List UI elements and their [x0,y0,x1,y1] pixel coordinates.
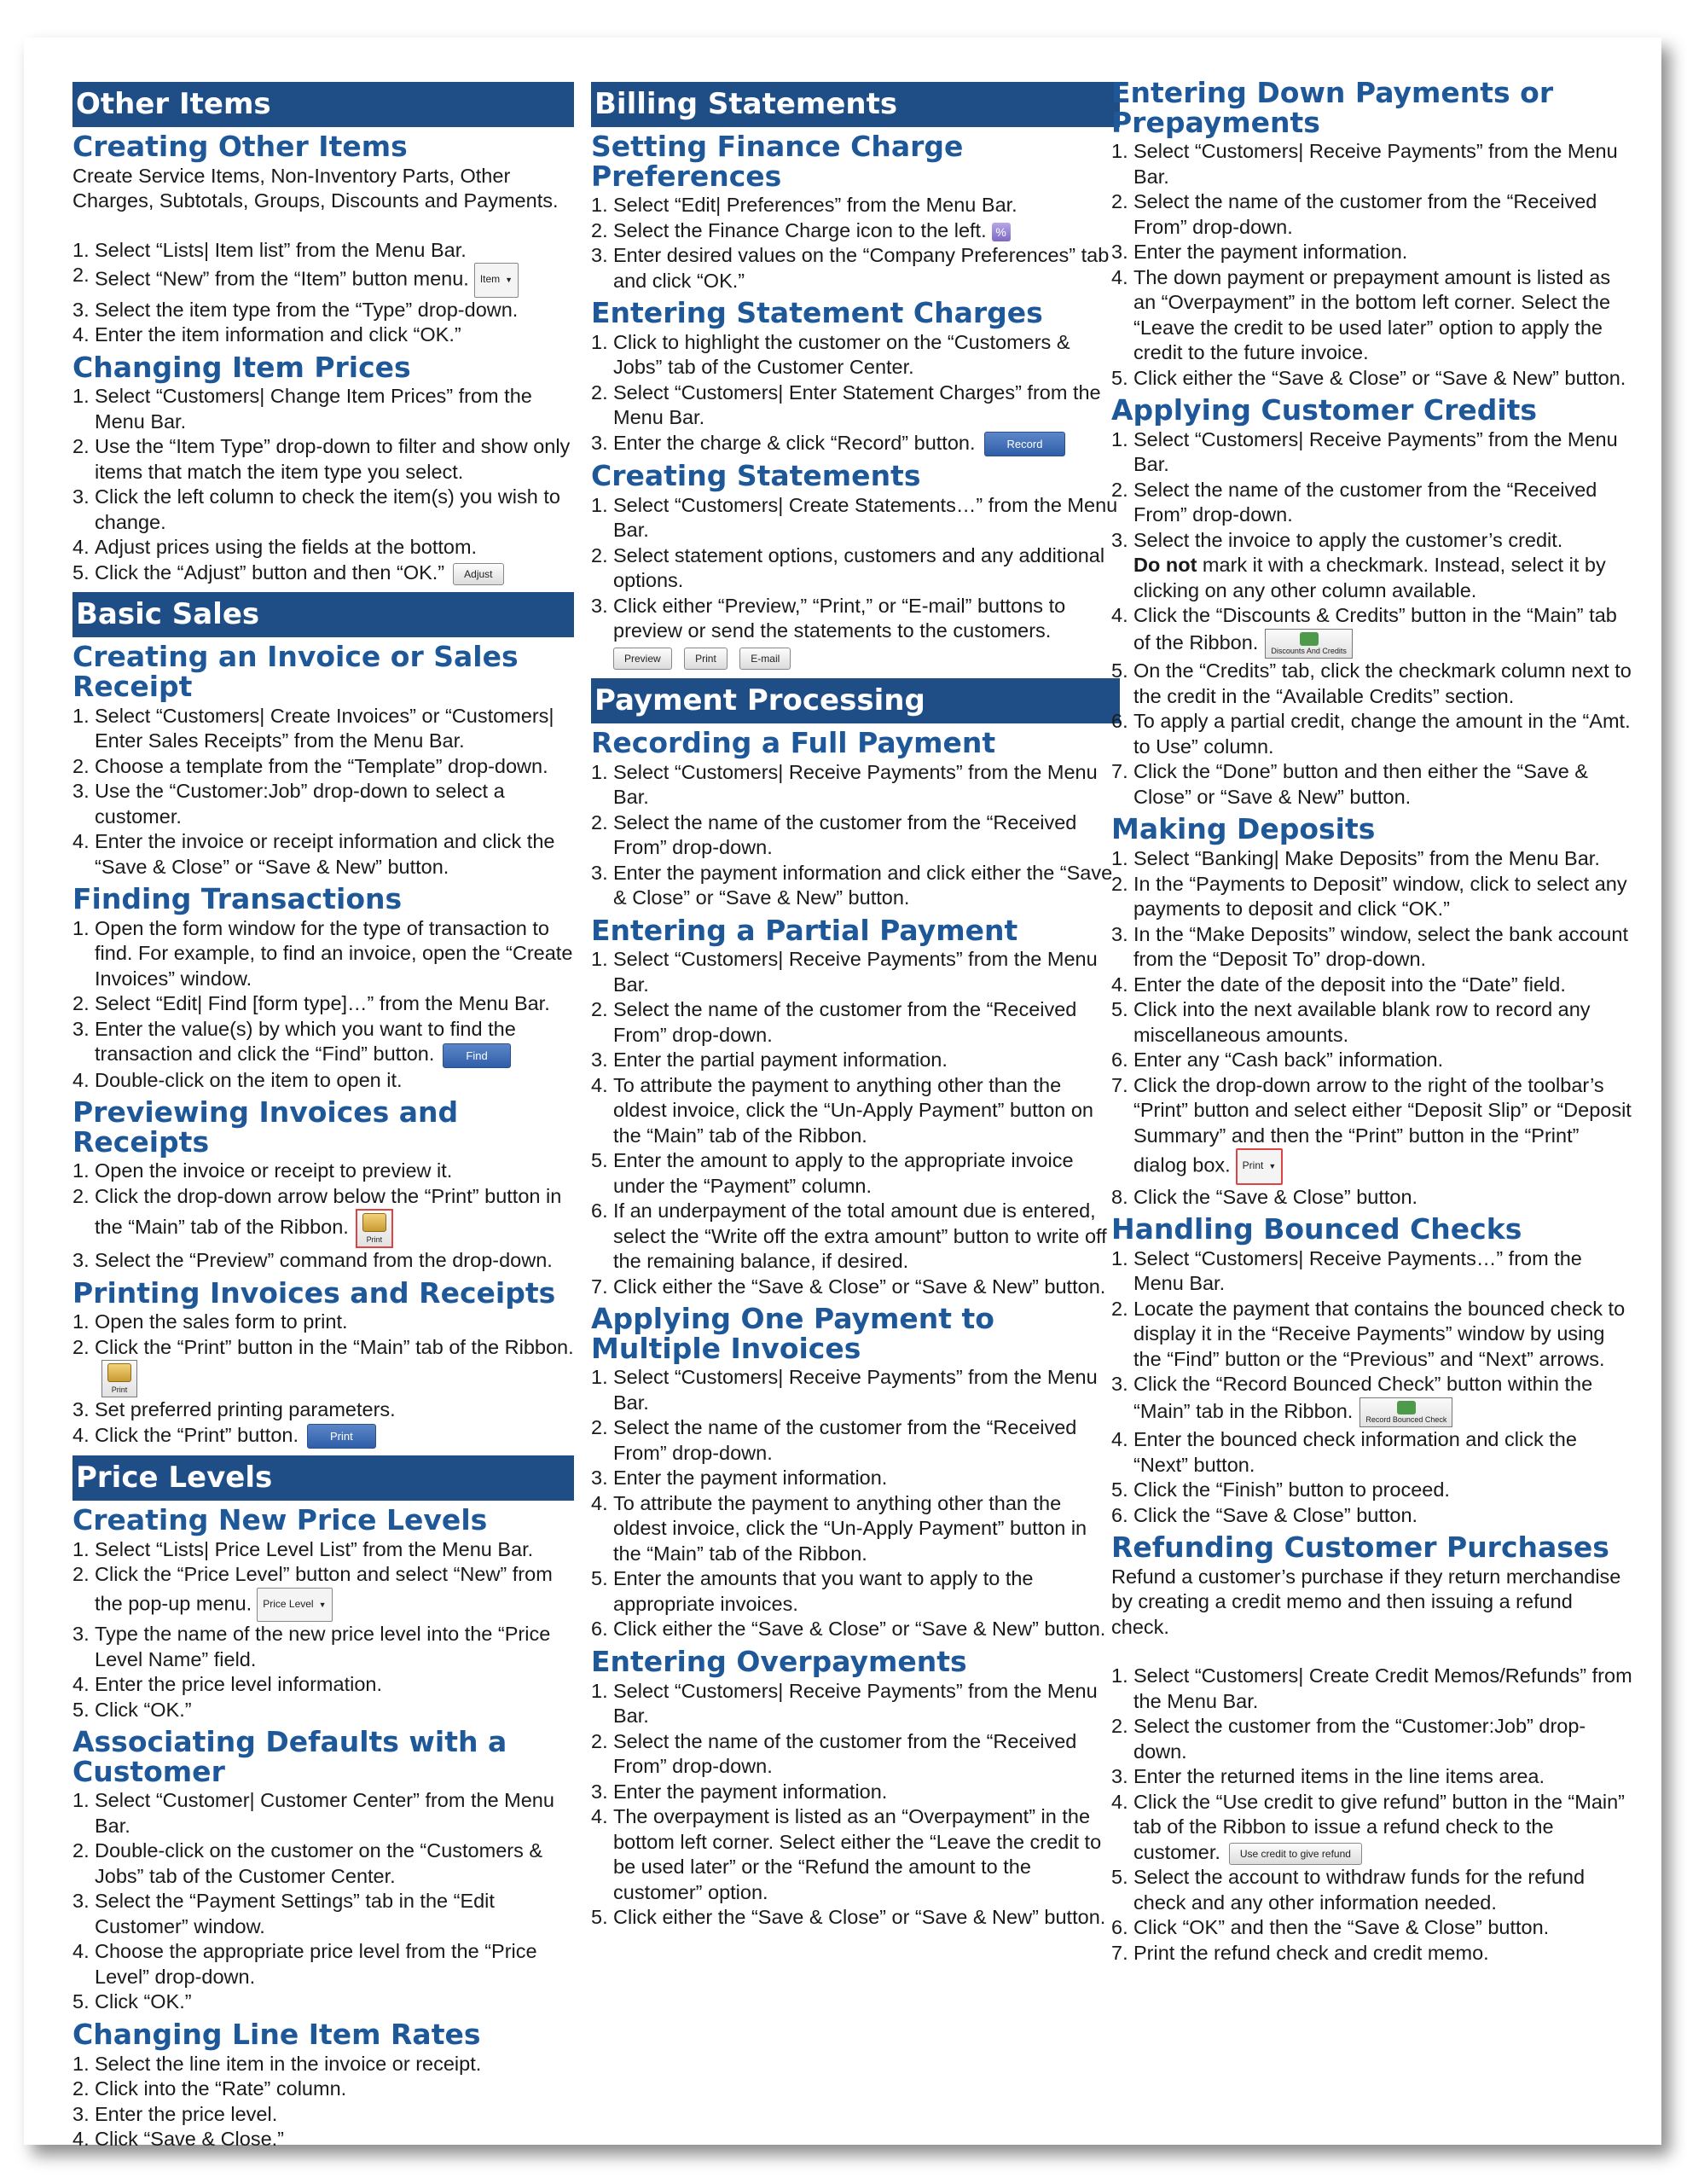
section-banner-basic-sales: Basic Sales [72,592,574,637]
reference-sheet [24,38,1661,2151]
list-item: Click the drop-down arrow below the “Print” button in the “Main” tab of the Ribbon. Print [72,1184,574,1248]
list-item: Select the “Preview” command from the drop-down. [95,1249,553,1272]
steps-creating-invoice [72,704,574,880]
list-item: Select “Lists| Item list” from the Menu Bar. [95,238,467,261]
preview-button: Preview [613,648,672,670]
heading-recording-full-payment: Recording a Full Payment [591,725,996,759]
steps-previewing-invoices [72,1159,574,1273]
steps-entering-partial-payment [591,947,1120,1299]
print-icon: Print [356,1209,393,1248]
list-item: Click into the next available blank row to record any miscellaneous amounts. [1133,998,1591,1046]
list-item: Open the form window for the type of transaction to find. For example, to find an invoice, open the “Create Invoices” window. [95,916,573,990]
list-item: Click either the “Save & Close” or “Save & New” button. [613,1275,1106,1298]
list-item: Select “Customers| Create Statements…” from the Menu Bar. [613,493,1118,542]
steps-associating-defaults [72,1788,574,2015]
steps-making-deposits [1111,846,1636,1210]
list-item: Select the account to withdraw funds for the refund check and any other information needed. [1133,1866,1586,1914]
section-banner-payment-processing: Payment Processing [591,678,1120,723]
chevron-down-icon: ▼ [1268,1162,1277,1170]
column-2 [591,82,1120,1934]
list-item: Select statement options, customers and any additional options. [613,543,1105,592]
heading-applying-customer-credits: Applying Customer Credits [1111,393,1538,427]
credit-graphic-icon [1300,632,1319,646]
section-banner-billing-statements: Billing Statements [591,82,1120,127]
list-item: Enter the invoice or receipt information and click the “Save & Close” or “Save & New” button. [95,830,555,878]
list-item: In the “Make Deposits” window, select the bank account from the “Deposit To” drop-down. [1133,922,1628,970]
heading-entering-overpayments: Entering Overpayments [591,1644,967,1678]
list-item: Type the name of the new price level into the “Price Level Name” field. [95,1623,551,1670]
list-item: Enter the value(s) by which you want to find the transaction and click the “Find” button. Find [72,1017,574,1068]
list-item: Select “Customers| Create Credit Memos/Refunds” from the Menu Bar. [1133,1664,1632,1712]
heading-creating-statements: Creating Statements [591,459,921,493]
intro-refunding: Refund a customer’s purchase if they return merchandise by creating a credit memo and then issuing a refund check. [1111,1565,1621,1638]
print-dropdown-button: Print ▼ [1236,1148,1284,1185]
list-item: Click the “Print” button. Print [72,1423,574,1449]
list-item: Click to highlight the customer on the “Customers & Jobs” tab of the Customer Center. [613,330,1070,379]
list-item: Select the name of the customer from the “Received From” drop-down. [1133,190,1597,238]
steps-entering-overpayments [591,1679,1120,1931]
list-item: Select the item type from the “Type” drop-down. [95,298,519,321]
list-item: Click the “Print” button in the “Main” tab of the Ribbon. Print [72,1335,574,1397]
steps-creating-price-levels [72,1537,574,1723]
list-item: Select “Customers| Create Invoices” or “Customers| Enter Sales Receipts” from the Menu Bar. [95,704,554,752]
list-item: Enter the payment information. [613,1780,888,1803]
list-item: Open the sales form to print. [95,1310,348,1333]
list-item: Select the name of the customer from the “Received From” drop-down. [1133,478,1597,526]
list-item: Enter the payment information. [613,1467,888,1490]
list-item: Select the Finance Charge icon to the left. % [591,218,1120,244]
print-button: Print [307,1424,376,1449]
list-item: On the “Credits” tab, click the checkmark column next to the credit in the “Available Credits” section. [1133,659,1632,707]
list-item: Click the “Finish” button to proceed. [1133,1478,1450,1502]
list-item: Print the refund check and credit memo. [1133,1941,1489,1964]
heading-applying-one-payment: Applying One Payment to Multiple Invoices [591,1302,994,1365]
column-1 [72,82,574,2156]
list-item: Click “OK.” [95,1698,192,1721]
list-item: Enter the amount to apply to the appropriate invoice under the “Payment” column. [613,1149,1074,1197]
list-item: Click either the “Save & Close” or “Save & New” button. [1133,366,1626,389]
list-item: Enter the returned items in the line items area. [1133,1765,1545,1788]
list-item: Use the “Customer:Job” drop-down to select a customer. [95,780,505,828]
steps-finance-charge-preferences [591,193,1120,293]
printer-icon [107,1363,131,1382]
heading-refunding-customer-purchases: Refunding Customer Purchases [1111,1531,1609,1565]
list-item: Select the customer from the “Customer:Job” drop-down. [1133,1715,1586,1763]
list-item: To attribute the payment to anything other than the oldest invoice, click the “Un-Apply Payment” button in the “Main” tab of the Ribbon. [613,1491,1087,1565]
chevron-down-icon: ▼ [318,1600,327,1609]
adjust-button: Adjust [453,563,503,585]
list-item: Select “Customers| Receive Payments” from the Menu Bar. [1133,427,1618,476]
list-item: To attribute the payment to anything other than the oldest invoice, click the “Un-Apply Payment” button on the “Main” tab of the Ribbon. [613,1073,1093,1147]
list-item: Adjust prices using the fields at the bottom. [95,536,478,559]
finance-charge-icon: % [992,223,1011,241]
list-item: Select the name of the customer from the “Received From” drop-down. [613,998,1077,1046]
list-item: Select “Customers| Change Item Prices” from the Menu Bar. [95,385,532,433]
list-item: Select “Customers| Receive Payments…” from the Menu Bar. [1133,1246,1582,1295]
heading-previewing-invoices: Previewing Invoices and Receipts [72,1095,459,1159]
price-level-dropdown-button: Price Level ▼ [257,1588,332,1623]
heading-creating-invoice: Creating an Invoice or Sales Receipt [72,640,519,703]
list-item: Locate the payment that contains the bounced check to display it in the “Receive Payments” window by using the “Find” button or the “Previous” and “Next” arrows. [1133,1297,1626,1370]
discounts-and-credits-icon: Discounts And Credits [1265,629,1353,659]
find-button: Find [443,1043,510,1068]
list-item: Click into the “Rate” column. [95,2077,347,2100]
steps-down-payments [1111,139,1636,391]
list-item: Click the “Record Bounced Check” button within the “Main” tab in the Ribbon. Record Bounced Check [1111,1372,1636,1427]
list-item: The down payment or prepayment amount is listed as an “Overpayment” in the bottom left corner. Select the “Leave the credit to be used later” option to apply the credit to the future invoice. [1133,265,1611,364]
list-item: Click the “Price Level” button and select “New” from the pop-up menu. Price Level ▼ [72,1562,574,1622]
list-item: Enter any “Cash back” information. [1133,1048,1444,1071]
list-item: To apply a partial credit, change the amount in the “Amt. to Use” column. [1133,710,1631,758]
list-item: The overpayment is listed as an “Overpayment” in the bottom left corner. Select either the “Leave the credit to be used later” or the “Refund the amount to the customer” option. [613,1805,1102,1903]
section-banner-other-items: Other Items [72,82,574,127]
list-item: Select the invoice to apply the customer’s credit. Do not mark it with a checkmark. Instead, select it by clicking on any other column available. [1133,528,1606,601]
steps-changing-line-item-rates [72,2052,574,2152]
list-item: Enter the bounced check information and click the “Next” button. [1133,1428,1577,1476]
steps-recording-full-payment [591,760,1120,911]
list-item: Select “Customer| Customer Center” from the Menu Bar. [95,1789,554,1837]
print-icon: Print [101,1360,137,1397]
list-item: Select the “Payment Settings” tab in the “Edit Customer” window. [95,1890,495,1937]
record-bounced-check-icon: Record Bounced Check [1359,1397,1452,1427]
list-item: Select the name of the customer from the “Received From” drop-down. [613,1729,1077,1778]
intro-creating-other-items: Create Service Items, Non-Inventory Parts, Other Charges, Subtotals, Groups, Discounts and Payments. [72,164,559,212]
list-item: Click either the “Save & Close” or “Save & New” button. [613,1906,1106,1929]
list-item: Select “New” from the “Item” button menu. Item ▼ [72,263,574,298]
list-item: Enter the price level. [95,2102,278,2125]
heading-changing-line-item-rates: Changing Line Item Rates [72,2017,481,2051]
list-item: Select “Edit| Preferences” from the Menu Bar. [613,194,1017,217]
list-item: Select “Banking| Make Deposits” from the Menu Bar. [1133,847,1600,869]
list-item: Enter desired values on the “Company Preferences” tab and click “OK.” [613,244,1110,292]
list-item: Click “OK.” [95,1990,192,2013]
steps-refunding [1111,1664,1636,1966]
list-item: Click the drop-down arrow to the right of the toolbar’s “Print” button and select either “Deposit Slip” or “Deposit Summary” and then the “Print” button in the “Print” dialog box. Print ▼ [1111,1073,1636,1185]
list-item: Click the “Adjust” button and then “OK.” Adjust [72,561,574,586]
list-item: Choose the appropriate price level from the “Price Level” drop-down. [95,1940,537,1988]
heading-finance-charge-preferences: Setting Finance Charge Preferences [591,130,964,193]
list-item: Click “OK” and then the “Save & Close” button. [1133,1916,1550,1939]
steps-printing-invoices [72,1310,574,1449]
list-item: Enter the payment information. [1133,241,1408,264]
steps-entering-statement-charges [591,330,1120,456]
list-item: Set preferred printing parameters. [95,1398,396,1421]
list-item: Select “Customers| Receive Payments” from the Menu Bar. [1133,140,1618,188]
steps-creating-other-items [72,238,574,348]
steps-applying-customer-credits [1111,427,1636,810]
list-item: Enter the charge & click “Record” button. Record [591,431,1120,456]
list-item: Select “Customers| Receive Payments” from the Menu Bar. [613,948,1098,996]
list-item: Double-click on the item to open it. [95,1068,403,1091]
list-item: Open the invoice or receipt to preview it. [95,1159,453,1182]
statement-buttons [591,648,1120,670]
check-graphic-icon [1397,1401,1416,1414]
list-item: Click the “Save & Close” button. [1133,1185,1418,1208]
heading-finding-transactions: Finding Transactions [72,882,403,916]
list-item: Select “Customers| Enter Statement Charges” from the Menu Bar. [613,380,1101,429]
list-item: If an underpayment of the total amount due is entered, select the “Write off the extra amount” button to write off the remaining balance, if desired. [613,1199,1107,1273]
section-banner-price-levels: Price Levels [72,1455,574,1501]
list-item: Enter the item information and click “OK.” [95,323,461,346]
list-item: Select “Edit| Find [form type]…” from the Menu Bar. [95,992,550,1015]
list-item: Click the left column to check the item(s) you wish to change. [95,485,560,533]
list-item: Click “Save & Close.” [95,2128,284,2151]
heading-printing-invoices: Printing Invoices and Receipts [72,1275,556,1310]
list-item: Click the “Save & Close” button. [1133,1503,1418,1526]
item-dropdown-button: Item ▼ [474,263,519,298]
steps-changing-item-prices [72,384,574,585]
list-item: Select the line item in the invoice or receipt. [95,2052,482,2075]
heading-entering-statement-charges: Entering Statement Charges [591,296,1043,330]
list-item: Select “Customers| Receive Payments” from the Menu Bar. [613,760,1098,808]
list-item: Enter the date of the deposit into the “Date” field. [1133,973,1566,996]
list-item: Choose a template from the “Template” drop-down. [95,754,548,777]
list-item: Use the “Item Type” drop-down to filter and show only items that match the item type you select. [95,435,571,483]
steps-handling-bounced-checks [1111,1246,1636,1528]
list-item: Enter the partial payment information. [613,1048,948,1072]
list-item: Double-click on the customer on the “Customers & Jobs” tab of the Customer Center. [95,1839,543,1887]
printer-icon [362,1213,386,1232]
list-item: Select the name of the customer from the “Received From” drop-down. [613,1416,1077,1464]
list-item: Select “Customers| Receive Payments” from the Menu Bar. [613,1679,1098,1728]
heading-changing-item-prices: Changing Item Prices [72,350,411,384]
list-item: Enter the amounts that you want to apply to the appropriate invoices. [613,1567,1034,1615]
steps-applying-one-payment [591,1365,1120,1642]
column-3 [1111,76,1636,1969]
list-item: Click either the “Save & Close” or “Save & New” button. [613,1618,1106,1641]
list-item: Click the “Use credit to give refund” button in the “Main” tab of the Ribbon to issue a refund check to the customer. Use credit to give refund [1133,1790,1626,1863]
list-item: Select the name of the customer from the “Received From” drop-down. [613,810,1077,858]
print-button: Print [684,648,728,670]
list-item: Click the “Done” button and then either the “Save & Close” or “Save & New” button. [1133,760,1588,808]
heading-creating-other-items: Creating Other Items [72,130,408,163]
list-item: In the “Payments to Deposit” window, click to select any payments to deposit and click “OK.” [1133,872,1627,920]
list-item: Click either “Preview,” “Print,” or “E-mail” buttons to preview or send the statements to the customers. [613,594,1066,642]
heading-associating-defaults: Associating Defaults with a Customer [72,1725,507,1788]
list-item: Select “Lists| Price Level List” from the Menu Bar. [95,1537,534,1560]
chevron-down-icon: ▼ [505,276,513,285]
list-item: Enter the price level information. [95,1673,382,1696]
steps-finding-transactions [72,916,574,1093]
steps-creating-statements [591,493,1120,644]
heading-creating-price-levels: Creating New Price Levels [72,1502,488,1536]
heading-handling-bounced-checks: Handling Bounced Checks [1111,1212,1522,1246]
heading-making-deposits: Making Deposits [1111,812,1376,846]
heading-down-payments: Entering Down Payments or Prepayments [1111,76,1554,139]
list-item: Select “Customers| Receive Payments” from the Menu Bar. [613,1366,1098,1414]
list-item: Enter the payment information and click either the “Save & Close” or “Save & New” button. [613,861,1113,909]
record-button: Record [984,432,1066,456]
heading-entering-partial-payment: Entering a Partial Payment [591,913,1018,947]
use-credit-to-give-refund-button: Use credit to give refund [1229,1843,1362,1865]
email-button: E-mail [739,648,791,670]
list-item: Click the “Discounts & Credits” button in the “Main” tab of the Ribbon. Discounts And Credits [1111,603,1636,659]
